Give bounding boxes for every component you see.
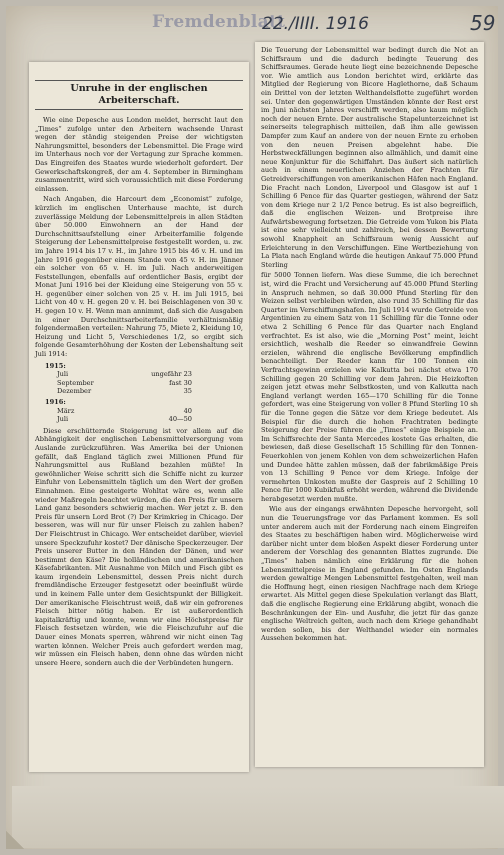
handwritten-date: 22./IIII. 1916 [262,14,369,34]
stat-value: 40—50 [168,415,192,424]
page-bottom-margin [12,786,504,848]
article-paragraph: Diese erschütternde Steigerung ist vor allem auf die Abhängigkeit der englischen Lebensmittelversorgung vom Auslande zurückzuführen. Was Amerika bei der Unionen gefällt, daß England täglich zwei Millionen Pfund für Nahrungsmittel aus Rußland bezahlen müßte! In gewöhnlicher Weise schritt sich die Schiffe nicht zu kurzer Einfuhr von Lebensmitteln täglich um den Wert der großen Einnahmen. Eine gesteigerte Wohltat wäre es, wenn alle wieder Maßregeln beachtet würden, die den Preis für unsern Land ganz besonders schwierig machen. Wer jetzt z. B. den Preis für unsern Lord Brot (?) Der Krimkrieg in Chicago. Der besseren, was will nur für unser Fleisch zu zahlen haben? Der Fleischtrust in Chicago. Wer entscheidet darüber, wieviel unsere Speckzufuhr kostet? Der dänische Speckerzeuger. Der Preis unserer Butter in den Händen der Dänen, und wer bestimmt den Käse? Die holländischen und amerikanischen Käsefabrikanten. Mit Ausnahme von Milch und Fisch gibt es kaum irgendein Lebensmittel, dessen Preis nicht durch fremdländische Erzeuger festgesetzt oder beeinflußt würde und in keinem Falle unter dem Gesichtspunkt der Billigkeit. Der amerikanische Fleischtrust weiß, daß wir ein gefrorenes Fleisch bitter nötig haben. Er ist außerordentlich kapitalkräftig und konnte, wenn wir eine Höchstpreise für Fleisch festsetzen würden, wie die Fleischzufuhr auf die Dauer eines Monats sperren, während wir nicht einen Tag warten können. Welcher Preis auch gefordert werden mag, wir müssen ein Fleisch haben, denn ohne das würden nicht unsere Heere, sondern auch die der Verbündeten hungern. [35,426,243,667]
stat-row [57,415,192,424]
stat-row [57,379,192,388]
article-paragraph: Nach Angaben, die Harcourt dem „Economist“ zufolge, kürzlich im englischen Unterhause machte, ist durch zuverlässige Meldung der Lebensmittelpreis in allen Städten über 50.000 Einwohnern an der Hand der Durchschnittsaufstellung einer Arbeiterfamilie folgende Steigerung der Lebensmittelpreise festgestellt worden, u. zw. im Jahre 1914 bis 17 v. H., im Jahre 1915 bis 46 v. H. und im Jahre 1916 gegenüber einem Stande von 45 v. H. im Jänner ein solcher von 65 v. H. im Juli. Nach anderweitigen Feststellungen, ebenfalls auf ordentlicher Basis, ergibt der Monat Juni 1916 bei der Kleidung eine Steigerung von 55 v. H. gegenüber einer solchen von 25 v. H. im Juli 1915, bei Licht von 40 v. H. gegen 20 v. H. bei Beischlagenen von 30 v. H. gegen 10 v. H. Wenn man annimmt, daß sich die Ausgaben in einer Durchschnittsarbeiterfamilie verhältnismäßig folgendermaßen verteilen: Nahrung 75, Miete 2, Kleidung 10, Heizung und Licht 5, Verschiedenes 1/2, so ergibt sich folgende Gesamterhöhung der Kosten der Lebenshaltung seit Juli 1914: [35,195,243,359]
page-corner [6,831,24,849]
stat-year: 1916: [45,398,66,406]
stat-value: fast 30 [169,378,192,387]
stat-label: Dezember [57,387,92,396]
article-paragraph: für 5000 Tonnen liefern. Was diese Summe, die ich berechnet ist, wird die Fracht und Versicherung auf 45.000 Pfund Sterling in Anspruch nehmen, so daß 30.000 Pfund Sterling für den Weizen selbst verbleiben würden, also rund 35 Schilling für das Quarter im Verschiffungshafen. Im Juli 1914 wurde Getreide von Argentinien zu einem Satz von 11 Schilling für die Tonne oder etwa 2 Schilling 6 Pence für das Quarter nach England verfrachtet. Es ist also, wie die „Morning Post“ meint, leicht ersichtlich, weshalb die Reeder so einwandfreie Gewinn erzielen, während die englische Bevölkerung empfindlich benachteiligt. Der Reeder kann für 100 Tonnen ein Verfrachtsgewinn erzielen wie Kalkutta bei nächst etwa 170 Schilling gegen 20 Schilling vor dem Jahren. Die Heizkoften zeigen jetzt etwas mehr Selbstkosten, und von Kalkutta nach England verlangt werden 165—170 Schilling für die Tonne gefordert, was eine Steigerung von voller 8 Pfund Sterling 10 sh für die Tonne gegen die Sätze vor dem Kriege bedeutet. Als Beispiel für die durch die hohen Frachtraten bedingte Steigerung der Preise führen die „Times“ einige Beispiele an. Im Schiffsrechte der Santa Mercedes kostete Gas erhalten, die bewiesen, daß diese Gesellschaft 15 Schilling für den Tonnen-Feuerkohlen von jenem Kohlen von dem schweizerlichen Hafen und Dundee hätte zahlen müssen, daß der fabrikmäßige Preis von 13 Schilling 9 Pence vor dem Kriege. Infolge der vermehrten Unkosten mußte der Gaspreis auf 2 Schilling 10 Pence für 1000 Kubikfuß erhöht werden, während die Dividende herabgesetzt werden mußte. [261,271,478,503]
clipping-right-column [255,42,484,767]
article-paragraph: Wie eine Depesche aus London meldet, herrscht laut den „Times“ zufolge unter den Arbeitern wachsende Unrast wegen der ständig steigenden Preise der wichtigsten Nahrungsmittel, besonders der Lebensmittel. Die Frage wird im Unterhaus noch vor der Vertagung zur Sprache kommen. Das Eingreifen des Staates wurde wiederholt gefordert. Der Gewerkschaftskongreß, der am 4. September in Birmingham zusammentritt, wird sich voraussichtlich mit diese Forderung einlassen. [35,116,243,193]
stat-label: September [57,378,94,387]
article-paragraph: Wie aus der eingangs erwähnten Depesche hervorgeht, soll nun die Teuerungsfrage vor das Parlament kommen. Es soll unter anderem auch mit der Forderung nach einem Eingreifen des Staates zu beschäftigen haben wird. Möglicherweise wird darüber nicht unter dem bloßen Aspekt dieser Forderung unter anderem der Vorschlag des genannten Blattes zugrunde. Die „Times“ haben nämlich eine Erklärung für die hohen Lebensmittelpreise in England gefunden. Im Osten Englands werden gewaltige Mengen Lebensmittel festgehalten, weil man die Hoffnung hegt, einen riesigen Nachfrage nach dem Kriege erwartet. Als Mittel gegen diese Spekulation verlangt das Blatt, daß die englische Regierung eine Erklärung abgibt, wonach die Beschränkungen der Ein- und Ausfuhr, die jetzt für das ganze englische Weltreich gelten, auch nach dem Kriege gehandhabt werden sollen, bis der Welthandel wieder ein normales Aussehen bekommen hat. [261,505,478,643]
stat-row [57,387,192,396]
stat-year: 1915: [45,361,66,370]
stat-value: 40 [183,406,192,415]
handwritten-page-number: 59 [470,11,496,35]
article-title: Unruhe in der englischen Arbeiterschaft. [35,80,243,110]
stat-label: Juli [57,415,69,424]
stat-row [57,407,192,416]
newspaper-source-stamp: Fremdenblatt [152,12,286,32]
stat-value: 35 [183,387,192,396]
stat-label: März [57,406,75,415]
price-increase-table [45,362,243,424]
stat-label: Juli [57,370,69,379]
article-paragraph: Die Teuerung der Lebensmittel war bedingt durch die Not an Schiffsraum und die dadurch bedingte Teuerung des Schiffsraumes. Gerade heute liegt eine bezeichnende Depesche vor. Wie amtlich aus London berichtet wird, erklärte das Mitglied der Regierung von Bicore Haglethorne, daß Schaum ein Drittel von der letzten Welthandelsflotte zugeführt worden sei. Unter den gegenwärtigen Umständen könnte der Rest erst im Juni nächsten Jahres verschifft werden, also kaum möglich noch der neuen Ernte. Der australische Stapelunterzeichnet ist seinerseits telegraphisch mitteilen, daß ihm alle gewissen Dampfer zum Kauf an andere von der neuen Ernte zu erhoben von den neuen Preisen abgelehnt habe. Die Herbstweckfällungen beginnen also allmählich, und damit eine neue Konjunktur für die Schiffahrt. Das äußert sich natürlich auch in einem neuerlichen Anziehen der Frachten für Getreidverschiffungen von amerikanischen Häfen nach England. Die Fracht nach London, Liverpool und Glasgow ist auf 1 Schilling 6 Pence für das Quarter gestiegen, während der Satz von dem Kriege nur 2 1/2 Pence betrug. Es ist also begreiflich, daß die englischen Weizen- und Brotpreise ihre Aufwärtsbewegung fortsetzen. Die Getreide vom Yukon bis Plata ist eine sehr vielleicht und zahlreich, bei dessen Bewertung sowohl Knappheit an Schiffsraum wenig Aussicht auf Erleichterung in den Verschiffungen. Eine Wertbeziehung von La Plata nach England würde die heutigen Ankauf 75.000 Pfund Sterling [261,46,478,269]
stat-row [57,370,192,379]
clipping-left-column [29,62,249,772]
stat-value: ungefähr 23 [151,370,192,379]
